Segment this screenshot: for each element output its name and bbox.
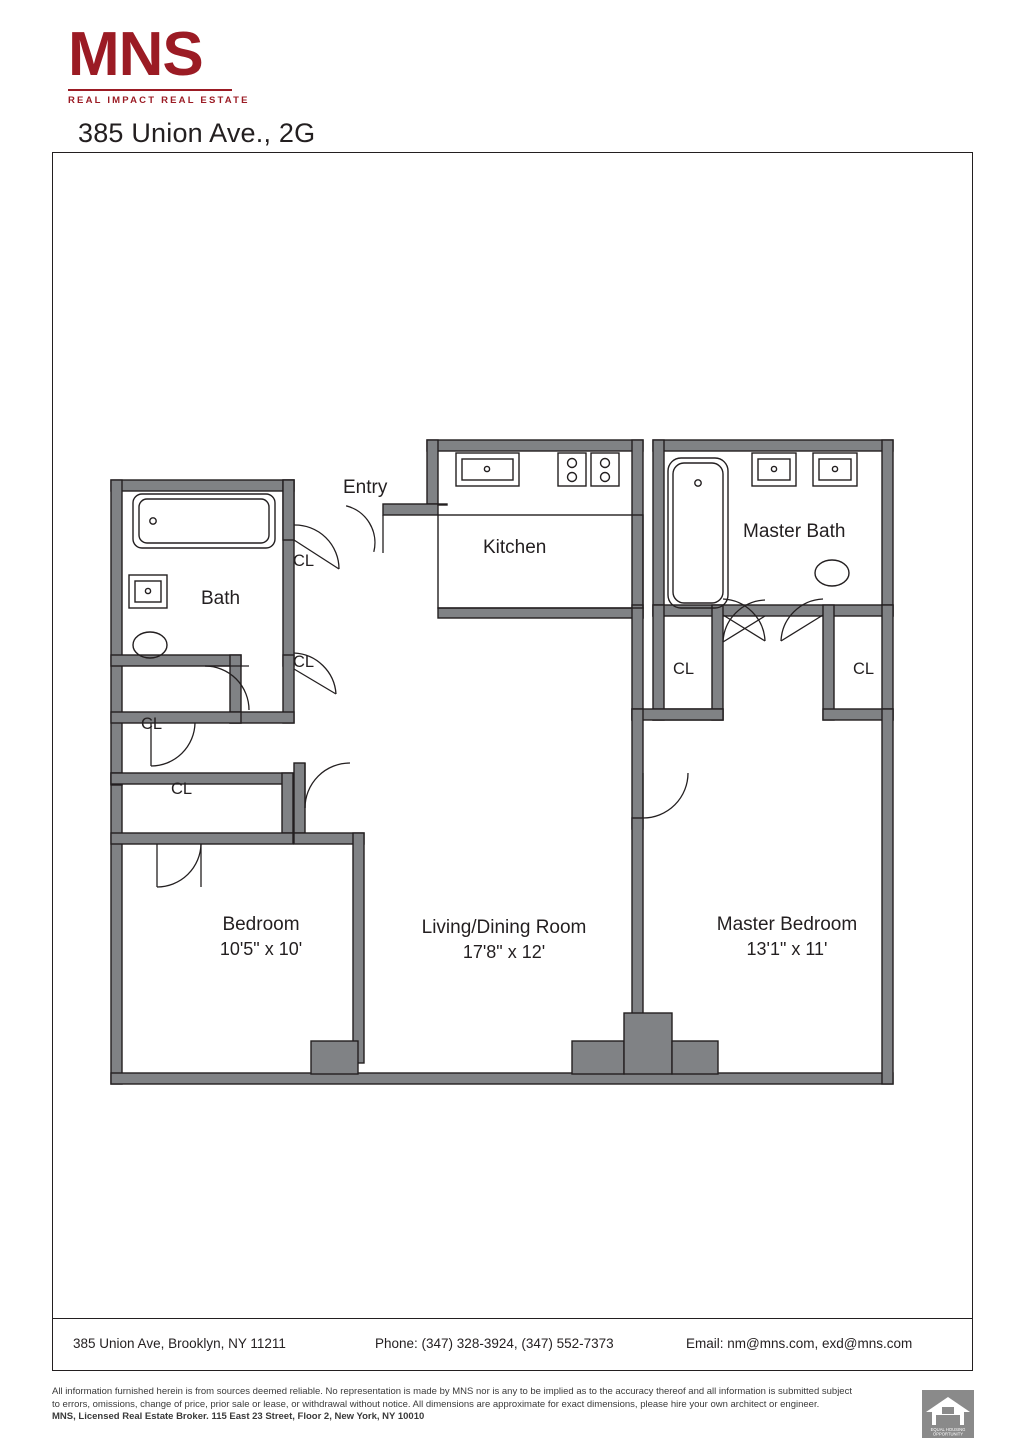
equal-housing-opportunity-icon xyxy=(922,1390,974,1438)
page-title: 385 Union Ave., 2G xyxy=(78,118,316,148)
contact-address: 385 Union Ave, Brooklyn, NY 11211 xyxy=(73,1336,286,1351)
room-label-kitchen: Kitchen xyxy=(483,537,547,558)
eho-label-2: OPPORTUNITY xyxy=(932,1431,964,1437)
brand-tagline: REAL IMPACT REAL ESTATE xyxy=(68,95,250,106)
closet-label-hall-lower: CL xyxy=(141,715,163,733)
closet-label-hall-upper: CL xyxy=(293,653,315,671)
contact-phone: Phone: (347) 328-3924, (347) 552-7373 xyxy=(375,1336,614,1351)
closet-label-master-right: CL xyxy=(853,660,875,678)
disclaimer-line-1: All information furnished herein is from sources deemed reliable. No representation is made by MNS nor is any to be implied as to the accuracy thereof and all information is submitted subject xyxy=(52,1386,852,1397)
brand-logo xyxy=(68,20,368,106)
room-label-bedroom: Bedroom 10'5" x 10' xyxy=(219,914,303,959)
disclaimer-line-3: MNS, Licensed Real Estate Broker. 115 East 23 Street, Floor 2, New York, NY 10010 xyxy=(52,1411,425,1422)
disclaimer-line-2: to errors, omissions, change of price, prior sale or lease, or withdrawal without notice. All dimensions are approximate for exact dimensions, please hire your own architect or engineer. xyxy=(52,1398,820,1410)
floorplan-frame xyxy=(52,152,973,1319)
brand-divider xyxy=(68,89,232,91)
floorplan-drawing xyxy=(53,153,974,1320)
room-label-master-bath: Master Bath xyxy=(743,521,846,542)
room-label-bath: Bath xyxy=(201,588,241,609)
disclaimer xyxy=(52,1386,892,1424)
eho-label-1: EQUAL HOUSING xyxy=(930,1427,966,1432)
contact-bar xyxy=(52,1319,973,1371)
room-label-entry: Entry xyxy=(343,477,388,498)
contact-email: Email: nm@mns.com, exd@mns.com xyxy=(686,1336,913,1351)
closet-label-bedroom: CL xyxy=(171,780,193,798)
brand-name: MNS xyxy=(68,20,203,89)
room-label-master-bedroom: Master Bedroom 13'1" x 11' xyxy=(716,914,858,959)
room-label-living-dining: Living/Dining Room 17'8" x 12' xyxy=(421,917,587,962)
closet-label-master-left: CL xyxy=(673,660,695,678)
closet-label-entry: CL xyxy=(293,552,315,570)
